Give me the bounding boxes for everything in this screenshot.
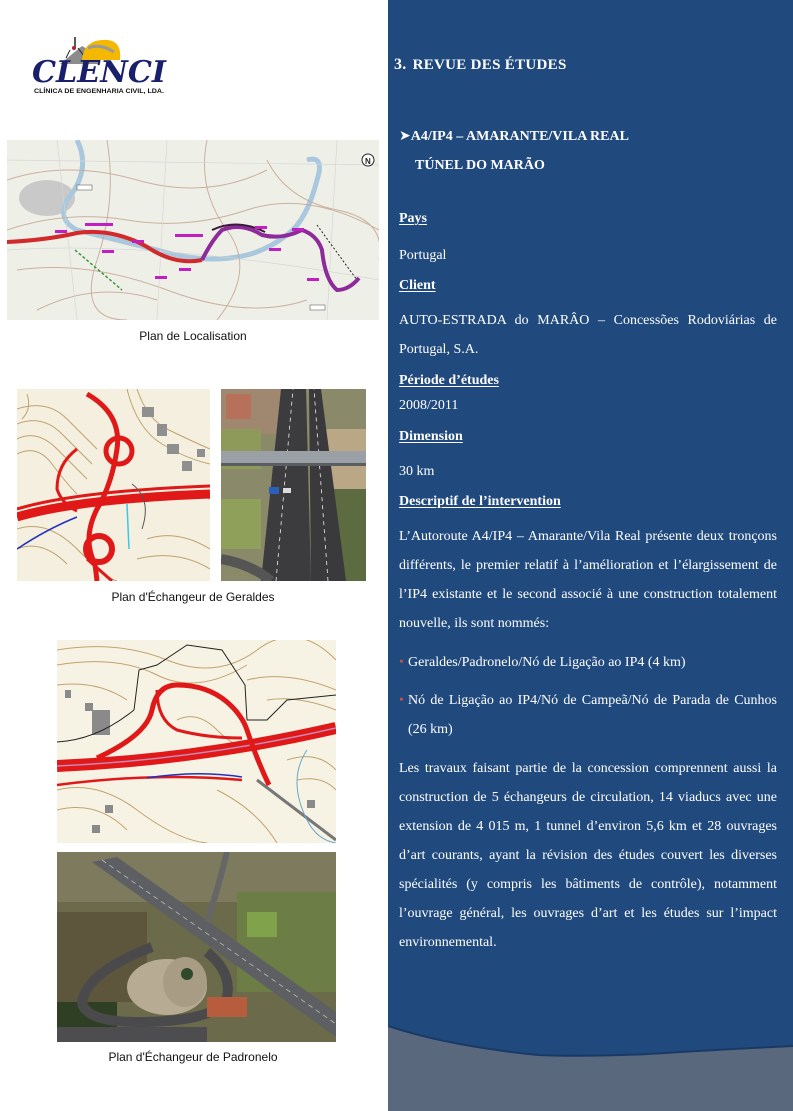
localisation-caption: Plan de Localisation — [139, 329, 247, 343]
descriptif-label: Descriptif de l’intervention — [399, 494, 561, 509]
client-value: AUTO-ESTRADA do MARÂO – Concessões Rodoviárias de Portugal, S.A. — [399, 313, 777, 357]
list-item: • Nó de Ligação ao IP4/Nó de Campeã/Nó de Parada de Cunhos (26 km) — [399, 686, 777, 744]
list-item: • Geraldes/Padronelo/Nó de Ligação ao IP4 (4 km) — [399, 649, 777, 676]
periode-value: 2008/2011 — [399, 398, 459, 413]
logo-tagline: CLÍNICA DE ENGENHARIA CIVIL, LDA. — [34, 88, 148, 95]
section-title: REVUE DES ÉTUDES — [412, 57, 567, 73]
arrow-right-icon: ➤ — [399, 129, 411, 144]
description-body: Les travaux faisant partie de la concession comprennent aussi la construction de 5 échangeurs de circulation, 14 viaducs avec une extension de 4 015 m, 1 tunnel d’environ 5,6 km et 28 ouvrages d’art courants, ayant la révision des études couvert les diverses spécialités (y compris les bâtiments de contrôle), notamment l’ouvrage général, les ouvrages d’art et les études sur l’impact environnemental. — [399, 761, 777, 950]
info-panel — [388, 0, 793, 1111]
bullet-icon: • — [399, 693, 404, 708]
company-logo — [30, 34, 170, 96]
periode-label: Période d’études — [399, 373, 499, 388]
bullet-icon: • — [399, 655, 404, 670]
project-title-line2: TÚNEL DO MARÃO — [415, 158, 545, 173]
svg-text:N: N — [365, 157, 371, 166]
left-column — [0, 0, 388, 1111]
pays-value: Portugal — [399, 248, 447, 263]
pays-label: Pays — [399, 211, 427, 226]
section-number: 3. — [394, 56, 407, 73]
geraldes-interchange-plan — [17, 389, 210, 581]
dimension-value: 30 km — [399, 464, 435, 479]
client-label: Client — [399, 278, 436, 293]
section-heading — [394, 56, 567, 74]
logo-wordmark: CLENCI — [32, 55, 167, 90]
localisation-map — [7, 140, 379, 320]
padronelo-interchange-plan — [57, 640, 336, 843]
padronelo-aerial-photo — [57, 852, 336, 1042]
geraldes-aerial-photo — [221, 389, 366, 581]
project-title-line1: ➤A4/IP4 – AMARANTE/VILA REAL — [399, 129, 629, 144]
padronelo-caption: Plan d'Échangeur de Padronelo — [108, 1050, 278, 1064]
geraldes-caption: Plan d'Échangeur de Geraldes — [111, 590, 275, 604]
description-intro: L’Autoroute A4/IP4 – Amarante/Vila Real présente deux tronçons différents, le premier relatif à l’amélioration et l’élargissement de l’IP4 existante et le second associé à une construction totalement nouvelle, ils sont nommés: — [399, 529, 777, 631]
dimension-label: Dimension — [399, 429, 463, 444]
